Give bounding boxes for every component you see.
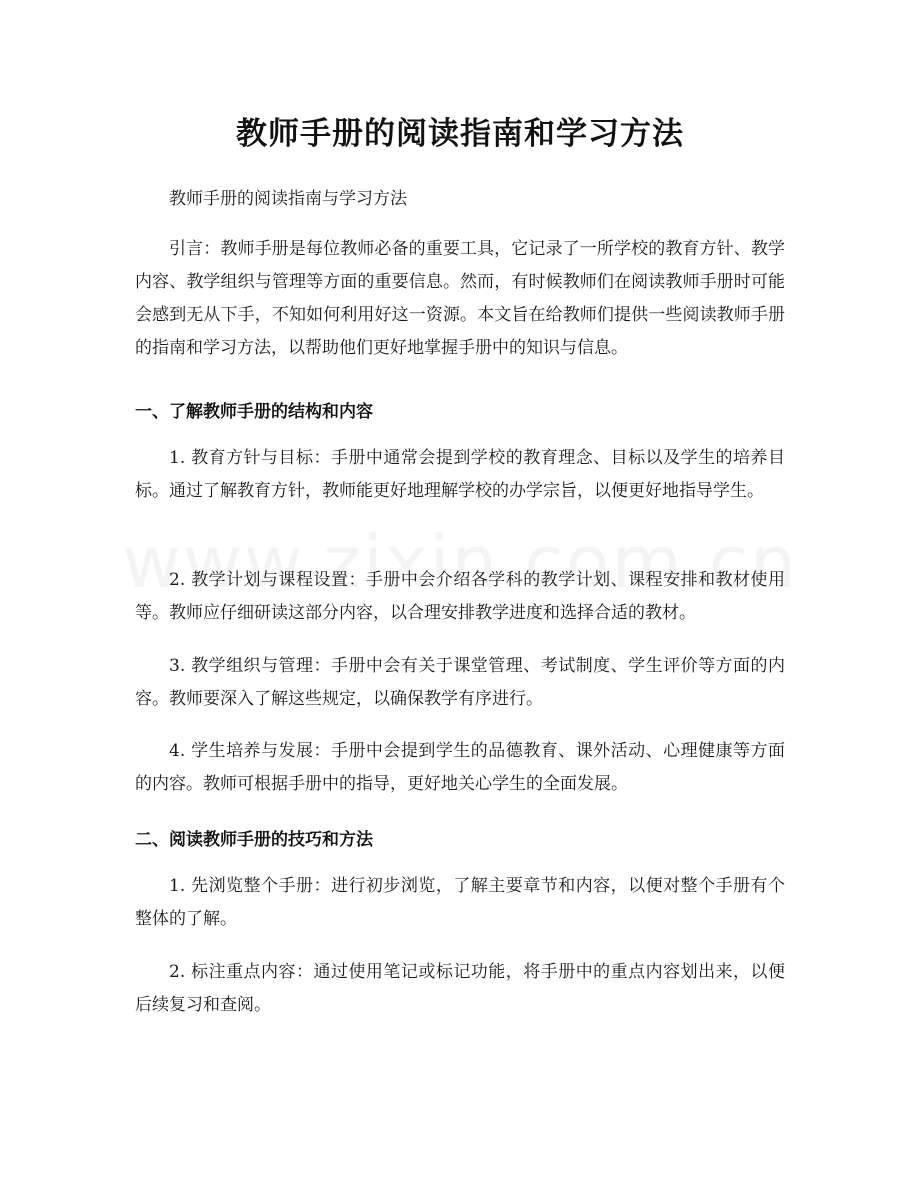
section-1-item-3: 3. 教学组织与管理：手册中会有关于课堂管理、考试制度、学生评价等方面的内容。教师要深入了解这些规定，以确保教学有序进行。 [135, 656, 785, 709]
document-title: 教师手册的阅读指南和学习方法 [236, 116, 684, 152]
section-2-item-2: 2. 标注重点内容：通过使用笔记或标记功能，将手册中的重点内容划出来，以便后续复习和查阅。 [135, 962, 785, 1015]
document-subtitle: 教师手册的阅读指南与学习方法 [169, 189, 407, 209]
section-1-heading: 一、了解教师手册的结构和内容 [135, 402, 373, 422]
section-1-item-1: 1. 教育方针与目标：手册中通常会提到学校的教育理念、目标以及学生的培养目标。通过了解教育方针，教师能更好地理解学校的办学宗旨，以便更好地指导学生。 [135, 448, 785, 501]
intro-paragraph: 引言：教师手册是每位教师必备的重要工具，它记录了一所学校的教育方针、教学内容、教学组织与管理等方面的重要信息。然而，有时候教师们在阅读教师手册时可能会感到无从下手，不知如何利用好这一资源。本文旨在给教师们提供一些阅读教师手册的指南和学习方法，以帮助他们更好地掌握手册中的知识与信息。 [135, 239, 785, 358]
section-1-item-4: 4. 学生培养与发展：手册中会提到学生的品德教育、课外活动、心理健康等方面的内容。教师可根据手册中的指导，更好地关心学生的全面发展。 [135, 741, 785, 794]
section-1-item-2: 2. 教学计划与课程设置：手册中会介绍各学科的教学计划、课程安排和教材使用等。教师应仔细研读这部分内容，以合理安排教学进度和选择合适的教材。 [135, 570, 785, 623]
section-2-heading: 二、阅读教师手册的技巧和方法 [135, 830, 373, 850]
section-2-item-1: 1. 先浏览整个手册：进行初步浏览，了解主要章节和内容，以便对整个手册有个整体的了解。 [135, 876, 785, 929]
